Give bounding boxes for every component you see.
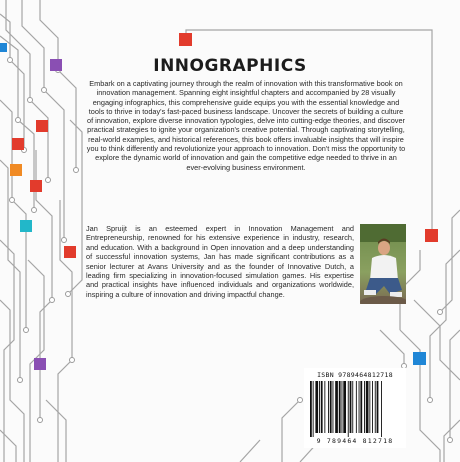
barcode-bars xyxy=(310,381,400,437)
author-photo xyxy=(360,224,406,304)
isbn-label: ISBN 9789464812718 xyxy=(317,371,393,379)
isbn-digits: 9 789464 812718 xyxy=(316,437,394,445)
book-title: INNOGRAPHICS xyxy=(153,56,307,76)
book-blurb: Embark on a captivating journey through the realm of innovation with this transformative book on innovation management. Spanning eight insightful chapters and accompanied by 28 visually engaging infographics, this comprehensive guide equips you with the essential knowledge and tools to thrive in today's fast-paced business landscape. Uncover the secrets of building a culture of innovation, explore diverse innovation typologies, delve into cutting-edge theories, and discover practical strategies to ignite your organization's creative potential. Through captivating storytelling, real-world examples, and historical references, this book offers invaluable insights that will inspire you to think differently and revolutionize your approach to innovation. Don't miss the opportunity to explore the dynamic world of innovation and gain the competitive edge needed to thrive in an ever-evolving business environment. xyxy=(86,79,406,172)
author-bio: Jan Spruijt is an esteemed expert in Innovation Management and Entrepreneurship, renowned for his extensive experience in industry, research, and education. With a background in Open innovation and a deep understanding of successful innovation systems, Jan has made significant contributions as a senior lecturer at Avans University and as the founder of Innovative Dutch, a leading firm specializing in innovation-focused simulation games. His expertise and practical insights have influenced individuals and organizations worldwide, inspiring a culture of innovation and driving impactful change. xyxy=(86,224,354,299)
isbn-barcode xyxy=(304,368,406,448)
